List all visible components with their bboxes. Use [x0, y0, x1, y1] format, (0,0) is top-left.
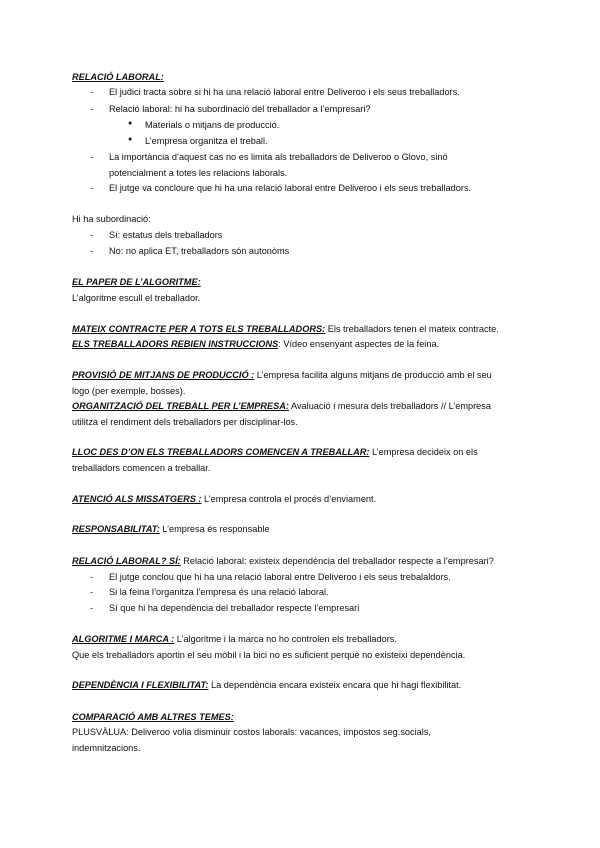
heading-relacio-laboral: RELACIÓ LABORAL:: [72, 72, 164, 82]
list-item: La importància d’aquest cas no es limita als treballadors de Deliveroo o Glovo, sinó: [109, 152, 448, 162]
paragraph-text: L’empresa decideix on els: [369, 447, 478, 457]
bullet-icon: ●: [128, 136, 133, 143]
paragraph: [72, 680, 461, 691]
heading-instruccions: ELS TREBALLADORS REBIEN INSTRUCCIONS: [72, 339, 279, 349]
list-item: El jutge va concloure que hi ha una relació laboral entre Deliveroo i els seus treballadors.: [109, 183, 472, 193]
dash-bullet: -: [90, 572, 94, 582]
dash-bullet: -: [90, 587, 94, 597]
bullet-icon: ●: [128, 120, 133, 127]
subordination-intro: Hi ha subordinació:: [72, 214, 151, 224]
heading-responsabilitat: RESPONSABILITAT:: [72, 524, 160, 534]
paragraph: L’algoritme escull el treballador.: [72, 293, 201, 303]
list-item-continuation: potencialment a totes les relacions laborals.: [109, 168, 288, 178]
dash-bullet: -: [90, 230, 94, 240]
heading-organitzacio-treball: ORGANITZACIÓ DEL TREBALL PER L’EMPRESA:: [72, 401, 289, 411]
paragraph: [72, 524, 270, 535]
heading-comparacio: COMPARACIÓ AMB ALTRES TEMES:: [72, 712, 234, 722]
paragraph-continuation: treballadors comencen a treballar.: [72, 463, 211, 473]
paragraph: [72, 339, 439, 350]
paragraph: [72, 447, 478, 458]
dash-bullet: -: [90, 152, 94, 162]
dash-bullet: -: [90, 183, 94, 193]
heading-dependencia-flexibilitat: DEPENDÈNCIA I FLEXIBILITAT:: [72, 680, 209, 690]
heading-atencio-missatgers: ATENCIÓ ALS MISSATGERS :: [72, 494, 202, 504]
heading-paper-algoritme: EL PAPER DE L’ALGORITME:: [72, 277, 201, 287]
list-item: Sí que hi ha dependència del treballador respecte l’empresari: [109, 603, 360, 613]
paragraph-continuation: utilitza el rendiment dels treballadors per disciplinar-los.: [72, 417, 298, 427]
list-item: Si la feina l’organitza l’empresa és una relació laboral.: [109, 587, 329, 597]
list-item: No: no aplica ET, treballadors són autonòms: [109, 246, 290, 256]
paragraph: [72, 324, 499, 335]
list-item: Relació laboral: hi ha subordinació del treballador a l’empresari?: [109, 104, 371, 114]
paragraph-continuation: logo (per exemple, bosses).: [72, 386, 186, 396]
list-item: El jutge conclou que hi ha una relació laboral entre Deliveroo i els seus trebalaldors.: [109, 572, 451, 582]
paragraph: [72, 634, 397, 645]
heading-provisio-mitjans: PROVISIÓ DE MITJANS DE PRODUCCIÓ :: [72, 370, 255, 380]
sub-list-item: Materials o mitjans de producció.: [145, 120, 280, 130]
heading-relacio-laboral-si: RELACIÓ LABORAL? SÍ:: [72, 556, 181, 566]
paragraph-text: Els treballadors tenen el mateix contracte.: [325, 324, 499, 334]
paragraph: PLUSVÀLUA: Deliveroo volia disminuir costos laborals: vacances, impostos seg.socials,: [72, 727, 431, 737]
paragraph-text: La dependència encara existeix encara que hi hagi flexibilitat.: [208, 680, 462, 690]
heading-mateix-contracte: MATEIX CONTRACTE PER A TOTS ELS TREBALLADORS:: [72, 324, 326, 334]
paragraph-text: L’empresa és responsable: [159, 524, 270, 534]
paragraph-text: : Vídeo ensenyant aspectes de la feina.: [278, 339, 440, 349]
heading-algoritme-marca: ALGORITME I MARCA :: [72, 634, 175, 644]
paragraph-continuation: indemnitzacions.: [72, 743, 141, 753]
dash-bullet: -: [90, 104, 94, 114]
dash-bullet: -: [90, 246, 94, 256]
paragraph-text: Relació laboral: existeix dependència del treballador respecte a l’empresari?: [180, 556, 494, 566]
paragraph: [72, 494, 376, 505]
heading-lloc-treball: LLOC DES D’ON ELS TREBALLADORS COMENCEN A TREBALLAR:: [72, 447, 370, 457]
dash-bullet: -: [90, 603, 94, 613]
list-item: El judici tracta sobre si hi ha una relació laboral entre Deliveroo i els seus treballadors.: [109, 87, 460, 97]
paragraph-text: L’empresa facilita alguns mitjans de producció amb el seu: [254, 370, 492, 380]
paragraph-text: L’algoritme i la marca no ho controlen els treballadors.: [174, 634, 397, 644]
paragraph-text: L’empresa controla el procés d’enviament.: [201, 494, 377, 504]
list-item: Sí: estatus dels treballadors: [109, 230, 223, 240]
paragraph: [72, 370, 492, 381]
paragraph-text: Avaluació i mesura dels treballadors // L’empresa: [288, 401, 491, 411]
paragraph: [72, 401, 491, 412]
dash-bullet: -: [90, 87, 94, 97]
sub-list-item: L’empresa organitza el treball.: [145, 136, 268, 146]
paragraph: [72, 556, 494, 567]
paragraph: Que els treballadors aportin el seu mòbil i la bici no es suficient perquè no existeixi dependència.: [72, 650, 466, 660]
